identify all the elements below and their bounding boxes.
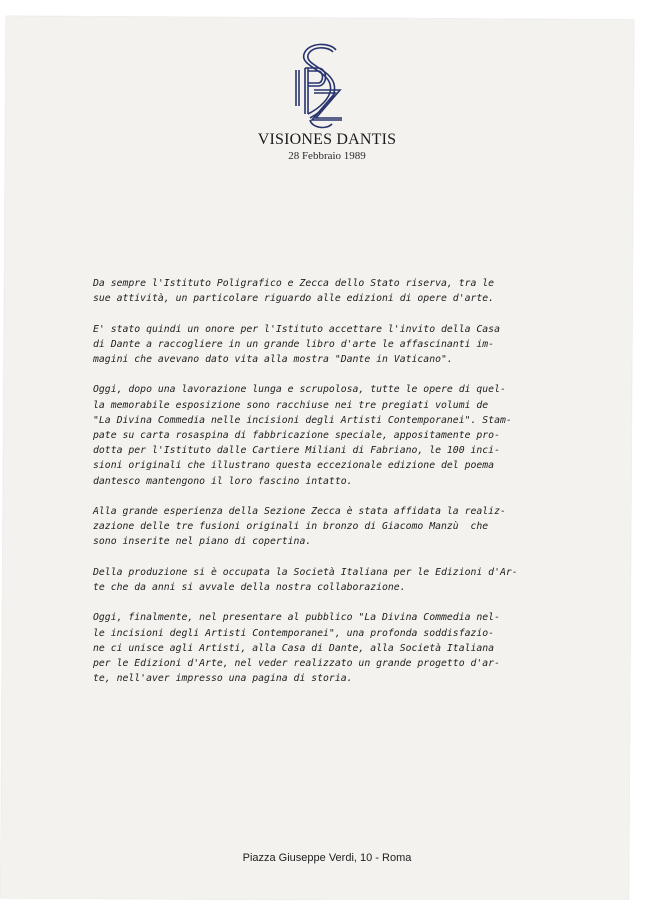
text-line: sioni originali che illustrano questa eccezionale edizione del poema [93,460,495,472]
text-line: dotta per l'Istituto dalle Cartiere Miliani di Fabriano, le 100 inci- [93,445,500,457]
text-line: magini che avevano dato vita alla mostra "Dante in Vaticano". [93,354,453,365]
text-line: dantesco mantengono il loro fascino intatto. [93,475,353,487]
text-line: pate su carta rosaspina di fabbricazione speciale, appositamente pro- [93,430,500,441]
text-line: te, nell'aver impresso una pagina di storia. [93,673,353,685]
text-line: E' stato quindi un onore per l'Istituto accettare l'invito della Casa [93,323,500,335]
text-line: per le Edizioni d'Arte, nel veder realizzato un grande progetto d'ar- [93,658,500,669]
text-line: di Dante a raccogliere in un grande libro d'arte le affascinanti im- [93,338,495,350]
document-title: VISIONES DANTIS [257,131,397,148]
text-line: "La Divina Commedia nelle incisioni degli Artisti Contemporanei". Stam- [93,414,512,426]
text-line: ne ci unisce agli Artisti, alla Casa di Dante, alla Società Italiana [93,642,495,654]
text-line: Da sempre l'Istituto Poligrafico e Zecca dello Stato riserva, tra le [93,278,495,289]
text-line: zazione delle tre fusioni originali in bronzo di Giacomo Manzù che [93,521,489,533]
paragraph [93,382,563,488]
letter-body [93,276,563,702]
text-line: la memorabile esposizione sono racchiuse nei tre pregiati volumi de [93,399,489,411]
ipzs-monogram-icon [286,40,352,132]
text-line: te che da anni si avvale della nostra collaborazione. [93,582,406,593]
text-line: sono inserite nel piano di copertina. [93,536,312,548]
footer-address: Piazza Giuseppe Verdi, 10 - Roma [242,852,412,864]
paragraph [93,610,563,686]
text-line: Oggi, finalmente, nel presentare al pubblico "La Divina Commedia nel- [93,612,500,624]
paragraph [93,276,563,306]
text-line: sue attività, un particolare riguardo alle edizioni di opere d'arte. [93,293,495,305]
text-line: Della produzione si è occupata la Società Italiana per le Edizioni d'Ar- [93,566,518,578]
text-line: le incisioni degli Artisti Contemporanei", una profonda soddisfazio- [93,627,495,639]
text-line: Alla grande esperienza della Sezione Zecca è stata affidata la realiz- [93,506,506,517]
document-date: 28 Febbraio 1989 [288,150,366,162]
paragraph [93,504,563,550]
paragraph [93,565,563,595]
paragraph [93,322,563,368]
text-line: Oggi, dopo una lavorazione lunga e scrupolosa, tutte le opere di quel- [93,384,506,396]
